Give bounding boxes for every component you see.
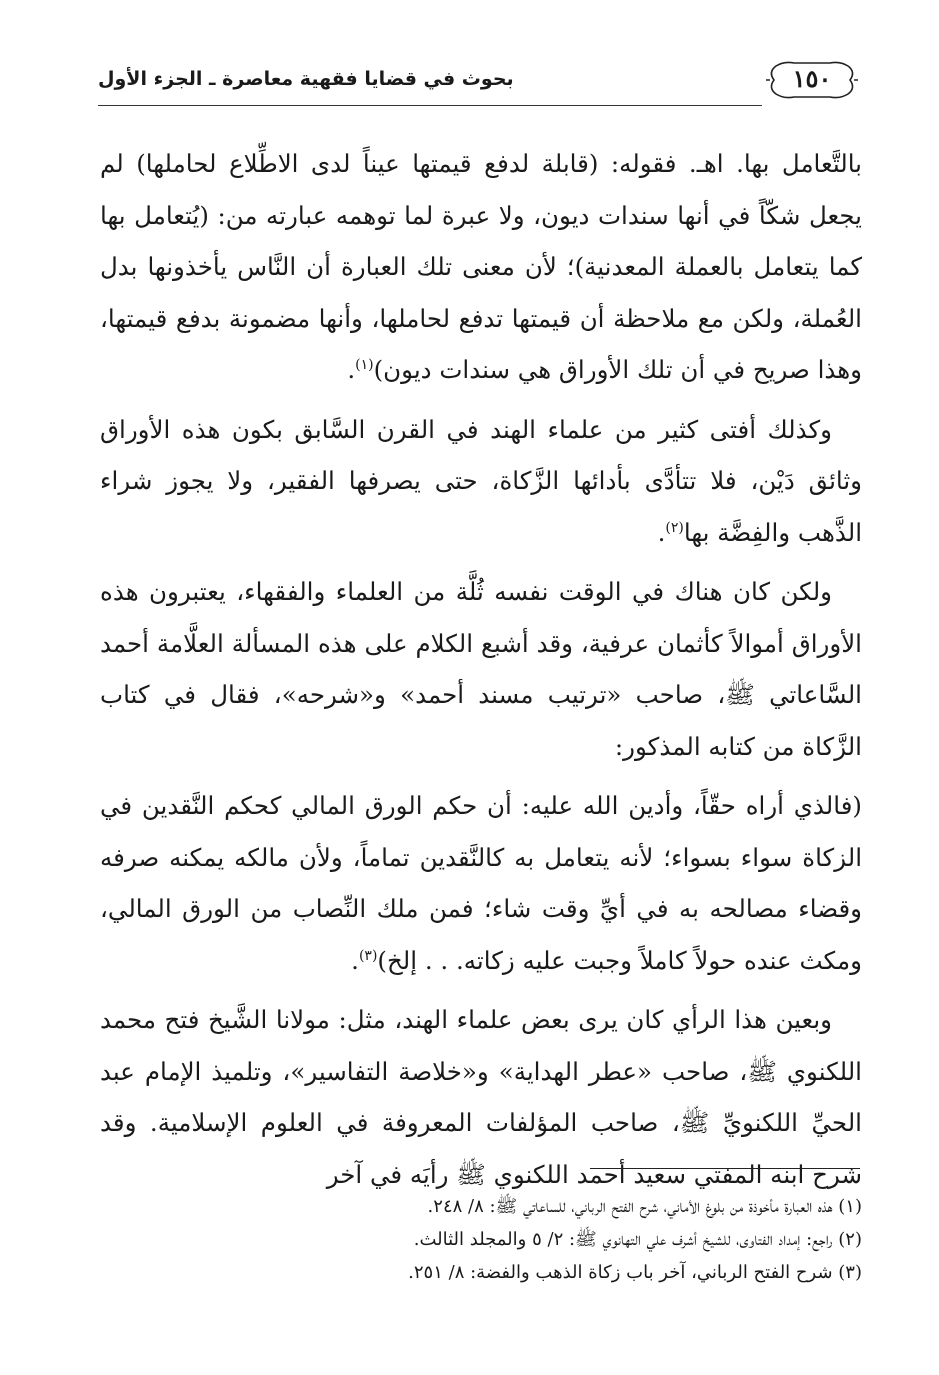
paragraph-text: وبعين هذا الرأي كان يرى بعض علماء الهند، مثل: مولانا الشَّيخ فتح محمد اللكنوي ﷺ، صاحب «عطر الهداية» و«خلاصة التفاسير»، وتلميذ الإمام عبد الحيِّ اللكنويِّ ﷺ، صاحب المؤلفات المعروفة في العلوم الإسلامية. وقد شرح ابنه المفتي سعيد أحمد اللكنوي ﷺ رأيَه في آخر xyxy=(100,1005,862,1189)
paragraph-text: بالتَّعامل بها. اهـ. فقوله: (قابلة لدفع قيمتها عيناً لدى الاطِّلاع لحاملها) لم يجعل شكّاً في أنها سندات ديون، ولا عبرة لما توهمه عبارته من: (يُتعامل بها كما يتعامل بالعملة المعدنية)؛ لأن معنى تلك العبارة أن النَّاس يأخذونها بدل العُملة، ولكن مع ملاحظة أن قيمتها تدفع لحاملها، وأنها مضمونة بدفع قيمتها، وهذا صريح في أن تلك الأوراق هي سندات ديون) xyxy=(100,149,862,384)
paragraph-1 xyxy=(100,138,862,396)
paragraph-text: وكذلك أفتى كثير من علماء الهند في القرن السَّابق بكون هذه الأوراق وثائق دَيْن، فلا تتأدَّى بأدائها الزَّكاة، حتى يصرفها الفقير، ولا يجوز شراء الذَّهب والفِضَّة بها xyxy=(100,414,862,547)
paragraph-3 xyxy=(100,566,862,772)
page-number: ١٥٠ xyxy=(792,64,832,93)
footnote-ref: (١) xyxy=(355,356,374,373)
page-number-frame xyxy=(766,60,858,100)
paragraph-5 xyxy=(100,994,862,1200)
paragraph-text: ولكن كان هناك في الوقت نفسه ثُلَّة من العلماء والفقهاء، يعتبرون هذه الأوراق أموالاً كأثمان عرفية، وقد أشبع الكلام على هذه المسألة العلَّامة أحمد السَّاعاتي ﷺ، صاحب «ترتيب مسند أحمد» و«شرحه»، فقال في كتاب الزَّكاة من كتابه المذكور: xyxy=(100,577,862,761)
footnotes xyxy=(100,1190,862,1289)
footnote-rule xyxy=(590,1168,860,1169)
paragraph-2 xyxy=(100,404,862,559)
footnote-ref: (٢) xyxy=(665,519,684,536)
running-title: بحوث في قضايا فقهية معاصرة ـ الجزء الأول xyxy=(98,68,514,90)
footnote-ref: (٣) xyxy=(358,947,378,964)
footnote-1: (١) هذه العبارة مأخوذة من بلوغ الأماني، شرح الفتح الرباني، للساعاتي ﷺ: ٨/ ٢٤٨. xyxy=(427,1196,862,1217)
footnote-2: (٢) راجع: إمداد الفتاوى، للشيخ أشرف علي التهانوي ﷺ: ٢/ ٥ والمجلد الثالث. xyxy=(413,1229,862,1250)
paragraph-text: (فالذي أراه حقّاً، وأدين الله عليه: أن حكم الورق المالي كحكم النَّقدين في الزكاة سواء بسواء؛ لأنه يتعامل به كالنَّقدين تماماً، ولأن مالكه يمكنه صرفه وقضاء مصالحه به في أيِّ وقت شاء؛ فمن ملك النِّصاب من الورق المالي، ومكث عنده حولاً كاملاً وجبت عليه زكاته. . . إلخ) xyxy=(100,791,862,975)
paragraph-4 xyxy=(100,780,862,986)
paragraph-tail: . xyxy=(347,355,356,384)
page-header xyxy=(98,58,858,110)
paragraph-tail: . xyxy=(657,517,666,547)
paragraph-tail: . xyxy=(351,945,359,975)
footnote-3: (٣) شرح الفتح الرباني، آخر باب زكاة الذهب والفضة: ٨/ ٢٥١. xyxy=(408,1262,862,1283)
header-rule xyxy=(98,105,762,106)
body-text xyxy=(100,138,862,1208)
